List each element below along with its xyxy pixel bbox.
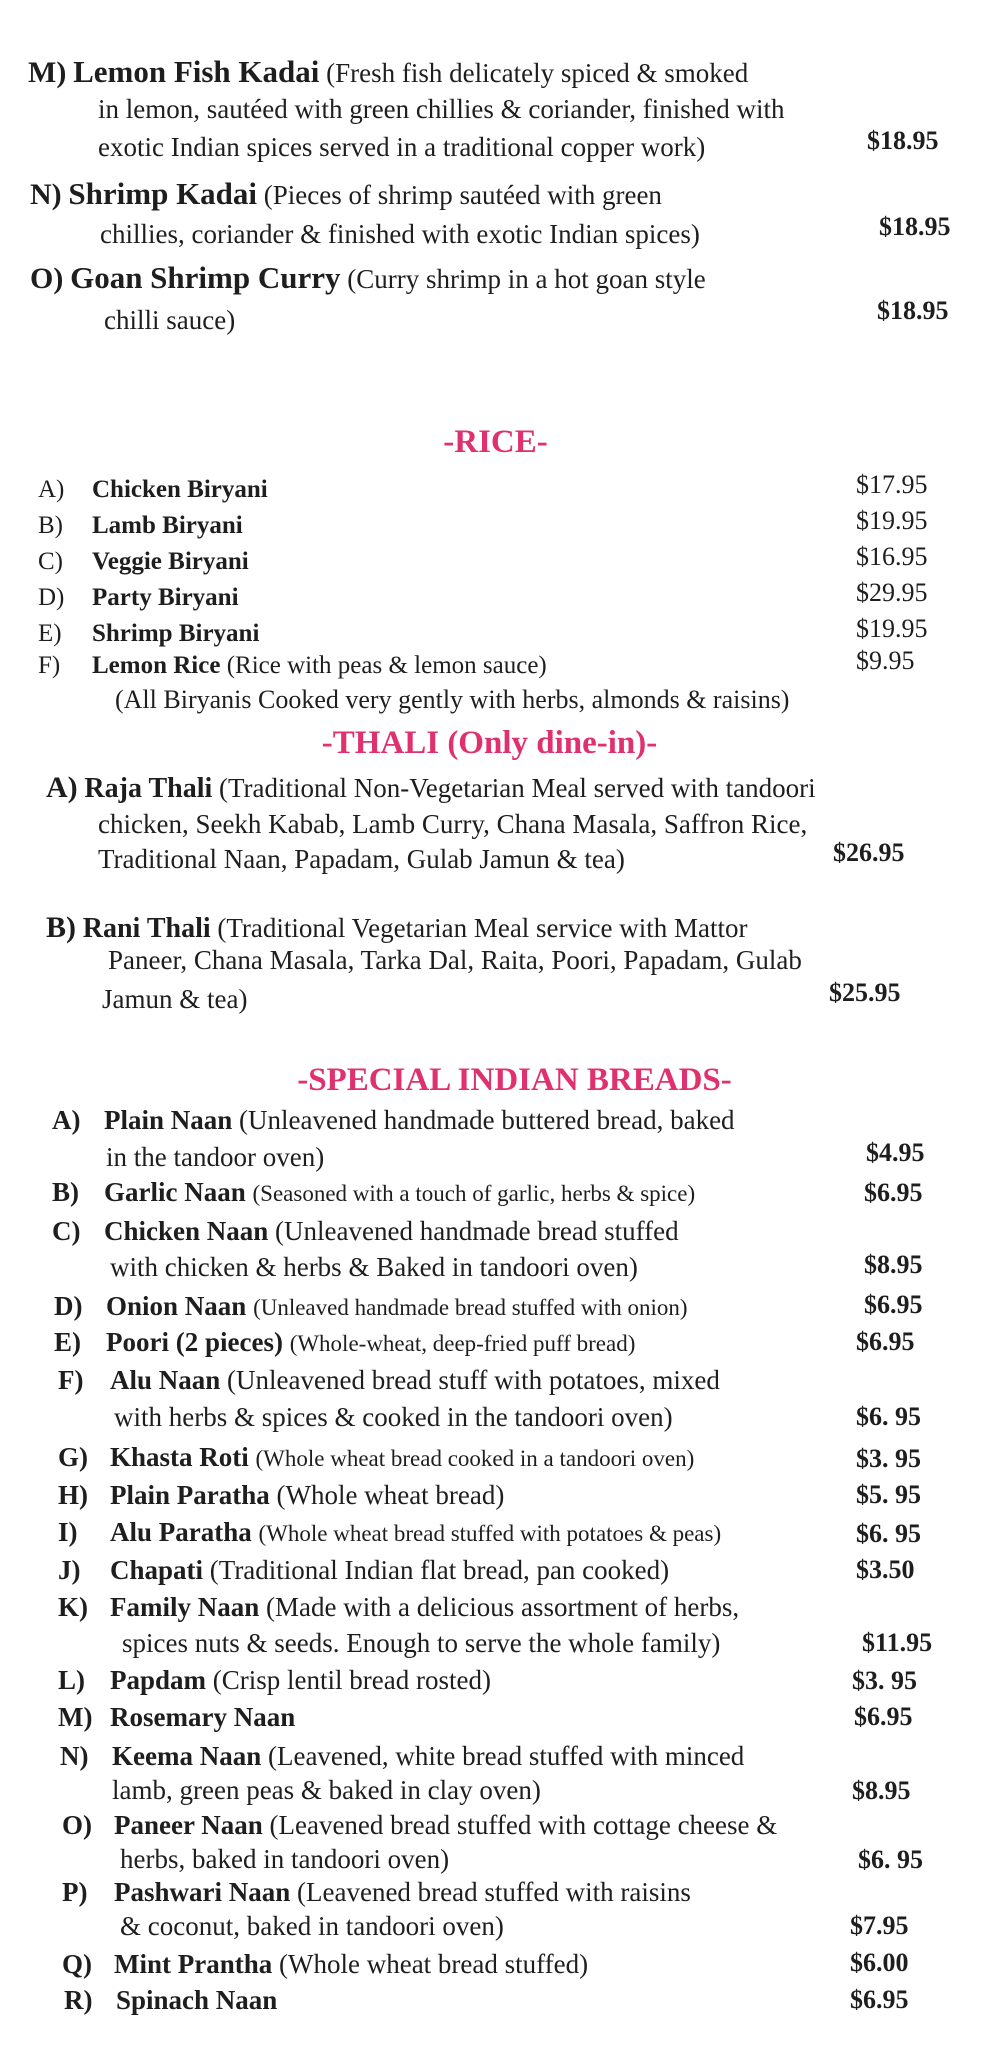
item-desc: (Unleavened bread stuff with potatoes, mixed (227, 1365, 720, 1395)
item-price: $6.95 (850, 1985, 909, 2014)
item-price: $18.95 (867, 126, 939, 155)
item-price: $8.95 (852, 1776, 911, 1805)
item-name: Paneer Naan (114, 1810, 263, 1840)
item-price: $6.95 (864, 1290, 923, 1319)
item-name: Lemon Fish Kadai (73, 54, 320, 89)
item-desc-line: with herbs & spices & cooked in the tandoori oven) (114, 1402, 673, 1432)
item-letter: E) (38, 620, 62, 647)
bread-item (62, 1809, 777, 1841)
rice-item (38, 510, 243, 542)
bread-item (58, 1701, 295, 1733)
item-letter: B) (38, 512, 63, 539)
item-letter: R) (64, 1985, 93, 2015)
bread-item (52, 1215, 679, 1247)
item-letter: L) (58, 1665, 85, 1695)
item-price: $6. 95 (856, 1519, 921, 1548)
bread-item (58, 1591, 739, 1623)
item-desc: (Crisp lentil bread rosted) (212, 1665, 491, 1695)
item-desc: (Unleavened handmade bread stuffed (275, 1216, 679, 1246)
biryani-note: (All Biryanis Cooked very gently with herbs, almonds & raisins) (115, 685, 790, 714)
menu-item-raja-thali (46, 772, 816, 805)
item-desc-line: Traditional Naan, Papadam, Gulab Jamun & tea) (98, 844, 625, 874)
item-name: Goan Shrimp Curry (70, 260, 341, 295)
item-letter: C) (38, 548, 63, 575)
item-letter: M) (58, 1702, 93, 1732)
bread-item (58, 1664, 491, 1696)
item-price: $5. 95 (856, 1480, 921, 1509)
bread-item (58, 1516, 721, 1550)
item-price: $8.95 (864, 1250, 923, 1279)
item-desc-line: in lemon, sautéed with green chillies & coriander, finished with (98, 94, 785, 124)
item-name: Shrimp Biryani (92, 620, 260, 647)
item-letter: F) (58, 1365, 84, 1395)
item-letter: F) (38, 652, 61, 679)
item-price: $7.95 (850, 1911, 909, 1940)
item-desc-line: chilli sauce) (104, 305, 236, 335)
item-desc-line: & coconut, baked in tandoori oven) (120, 1911, 504, 1941)
item-price: $3.50 (856, 1555, 915, 1584)
item-price: $4.95 (866, 1138, 925, 1167)
item-letter: A) (38, 476, 65, 503)
item-price: $9.95 (856, 646, 915, 675)
bread-item (62, 1876, 691, 1908)
item-desc-line: lamb, green peas & baked in clay oven) (112, 1775, 541, 1805)
item-name: Spinach Naan (116, 1985, 278, 2015)
bread-item (52, 1176, 695, 1210)
item-name: Rosemary Naan (110, 1702, 296, 1732)
item-desc-line: in the tandoor oven) (106, 1142, 325, 1172)
item-price: $6.95 (856, 1327, 915, 1356)
item-desc: (Traditional Vegetarian Meal service with Mattor (217, 913, 748, 943)
item-letter: A) (46, 771, 78, 804)
bread-item (58, 1479, 504, 1511)
item-desc: (Fresh fish delicately spiced & smoked (326, 58, 749, 88)
item-name: Chapati (110, 1555, 204, 1585)
item-name: Plain Paratha (110, 1480, 270, 1510)
item-letter: P) (62, 1877, 88, 1907)
rice-item (38, 618, 259, 650)
item-name: Shrimp Kadai (68, 176, 258, 211)
item-price: $18.95 (879, 212, 951, 241)
item-letter: M) (28, 56, 67, 89)
item-price: $6.95 (864, 1178, 923, 1207)
item-name: Papdam (110, 1665, 207, 1695)
item-desc: (Traditional Indian flat bread, pan cooked) (209, 1555, 670, 1585)
menu-item-lemon-fish-kadai (28, 56, 748, 89)
item-name: Rani Thali (82, 913, 211, 944)
item-desc: (Rice with peas & lemon sauce) (226, 652, 547, 679)
item-name: Khasta Roti (110, 1442, 249, 1472)
item-desc: (Whole-wheat, deep-fried puff bread) (289, 1331, 636, 1356)
item-desc-line: exotic Indian spices served in a traditional copper work) (98, 132, 706, 162)
item-desc: (Leavened, white bread stuffed with minced (267, 1741, 745, 1771)
item-letter: E) (54, 1327, 81, 1357)
item-price: $17.95 (856, 470, 928, 499)
item-desc: (Whole wheat bread) (276, 1480, 505, 1510)
item-price: $6.00 (850, 1948, 909, 1977)
item-desc-line: Paneer, Chana Masala, Tarka Dal, Raita, Poori, Papadam, Gulab (108, 945, 802, 975)
item-name: Chicken Naan (104, 1216, 269, 1246)
rice-item (38, 474, 268, 506)
item-name: Party Biryani (92, 584, 239, 611)
item-desc: (Leavened bread stuffed with raisins (297, 1877, 691, 1907)
item-letter: O) (30, 262, 64, 295)
item-name: Alu Naan (110, 1365, 221, 1395)
item-desc: (Unleaved handmade bread stuffed with onion) (253, 1295, 688, 1320)
item-name: Keema Naan (112, 1741, 262, 1771)
thali-heading: -THALI (Only dine-in)- (321, 725, 658, 761)
item-price: $3. 95 (852, 1666, 917, 1695)
bread-item (62, 1948, 588, 1980)
item-name: Lamb Biryani (92, 512, 243, 539)
item-desc: (Unleavened handmade buttered bread, baked (239, 1105, 735, 1135)
item-name: Family Naan (110, 1592, 260, 1622)
item-price: $6. 95 (858, 1845, 923, 1874)
item-price: $25.95 (829, 978, 901, 1007)
item-desc-line: chillies, coriander & finished with exotic Indian spices) (100, 219, 700, 249)
item-letter: B) (46, 911, 76, 944)
item-letter: H) (58, 1480, 88, 1510)
rice-item (38, 582, 239, 614)
item-name: Pashwari Naan (114, 1877, 291, 1907)
item-price: $19.95 (856, 506, 928, 535)
item-price: $16.95 (856, 542, 928, 571)
item-desc-line: Jamun & tea) (102, 984, 248, 1014)
item-letter: A) (52, 1105, 81, 1135)
item-letter: N) (30, 178, 62, 211)
item-desc: (Made with a delicious assortment of herbs, (266, 1592, 740, 1622)
item-letter: N) (60, 1741, 89, 1771)
item-name: Poori (2 pieces) (106, 1327, 283, 1357)
item-price: $11.95 (862, 1628, 933, 1657)
item-desc: (Pieces of shrimp sautéed with green (263, 180, 662, 210)
menu-item-shrimp-kadai (30, 178, 662, 211)
bread-item (58, 1441, 694, 1475)
item-name: Alu Paratha (110, 1517, 252, 1547)
item-letter: J) (58, 1555, 81, 1585)
menu-item-goan-shrimp-curry (30, 262, 706, 295)
item-desc: (Leavened bread stuffed with cottage cheese & (269, 1810, 778, 1840)
item-letter: B) (52, 1177, 79, 1207)
bread-item (54, 1326, 635, 1360)
item-name: Mint Prantha (114, 1949, 273, 1979)
rice-item (38, 650, 547, 682)
item-price: $19.95 (856, 614, 928, 643)
bread-item (60, 1740, 744, 1772)
bread-item (52, 1104, 735, 1136)
bread-item (58, 1364, 720, 1396)
item-desc: (Traditional Non-Vegetarian Meal served with tandoori (219, 773, 816, 803)
rice-heading: -RICE- (443, 424, 548, 460)
item-price: $18.95 (877, 296, 949, 325)
breads-heading: -SPECIAL INDIAN BREADS- (297, 1062, 732, 1098)
item-name: Raja Thali (84, 773, 213, 804)
item-letter: Q) (62, 1949, 92, 1979)
item-price: $3. 95 (856, 1444, 921, 1473)
item-desc: (Seasoned with a touch of garlic, herbs & spice) (252, 1181, 696, 1206)
item-name: Lemon Rice (92, 652, 221, 679)
item-letter: O) (62, 1810, 92, 1840)
item-letter: I) (58, 1517, 78, 1547)
item-letter: D) (38, 584, 65, 611)
rice-item (38, 546, 249, 578)
item-desc: (Curry shrimp in a hot goan style (347, 264, 706, 294)
item-name: Veggie Biryani (92, 548, 249, 575)
menu-item-rani-thali (46, 912, 748, 945)
item-desc-line: chicken, Seekh Kabab, Lamb Curry, Chana Masala, Saffron Rice, (98, 809, 808, 839)
item-name: Plain Naan (104, 1105, 233, 1135)
item-letter: K) (58, 1592, 88, 1622)
item-desc: (Whole wheat bread stuffed) (279, 1949, 589, 1979)
item-desc-line: with chicken & herbs & Baked in tandoori oven) (110, 1252, 638, 1282)
item-letter: D) (54, 1291, 83, 1321)
bread-item (54, 1290, 688, 1324)
item-desc-line: spices nuts & seeds. Enough to serve the whole family) (122, 1628, 721, 1658)
bread-item (58, 1554, 669, 1586)
item-price: $29.95 (856, 578, 928, 607)
item-desc: (Whole wheat bread cooked in a tandoori oven) (255, 1446, 695, 1471)
item-desc-line: herbs, baked in tandoori oven) (120, 1844, 450, 1874)
item-letter: G) (58, 1442, 88, 1472)
item-name: Chicken Biryani (92, 476, 268, 503)
item-price: $6.95 (854, 1702, 913, 1731)
bread-item (64, 1984, 277, 2016)
item-price: $6. 95 (856, 1402, 921, 1431)
item-name: Garlic Naan (104, 1177, 246, 1207)
item-price: $26.95 (833, 838, 905, 867)
item-name: Onion Naan (106, 1291, 247, 1321)
item-letter: C) (52, 1216, 81, 1246)
item-desc: (Whole wheat bread stuffed with potatoes & peas) (258, 1521, 722, 1546)
